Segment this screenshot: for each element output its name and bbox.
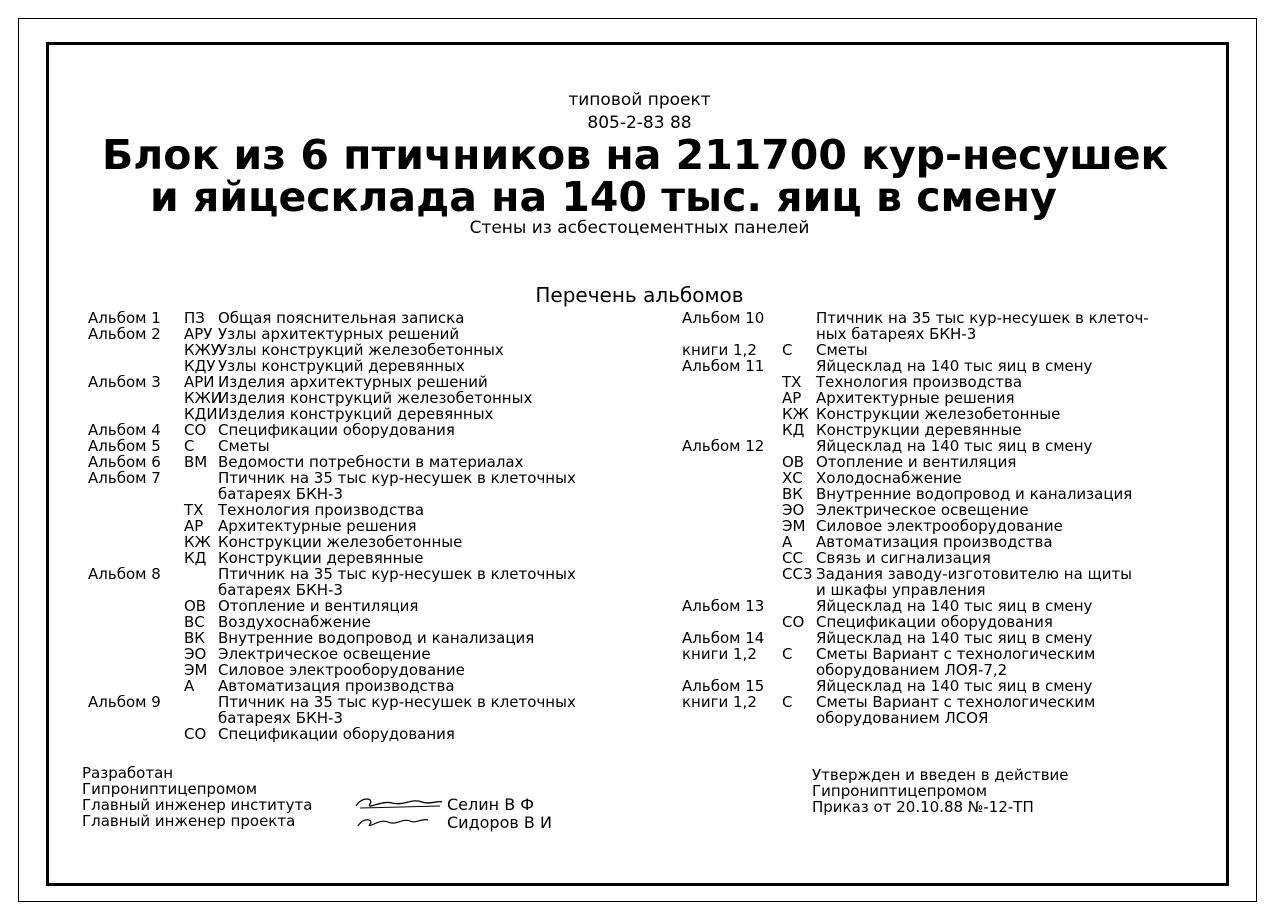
section-code: ПЗ: [184, 309, 205, 327]
section-code: С: [782, 645, 793, 663]
album-row: [88, 326, 648, 342]
section-code: ВС: [184, 613, 205, 631]
album-label: Альбом 3: [88, 373, 161, 391]
section-code: ТХ: [184, 501, 204, 519]
section-code: ХС: [782, 469, 803, 487]
section-text: Узлы конструкций деревянных: [218, 357, 465, 375]
section-text: оборудованием ЛСОЯ: [816, 709, 989, 727]
section-text: батареях БКН-3: [218, 581, 343, 599]
section-text: Связь и сигнализация: [816, 549, 991, 567]
section-text: Птичник на 35 тыс кур-несушек в клеточных: [218, 469, 576, 487]
left-album-list: [88, 310, 648, 742]
album-row: [88, 486, 648, 502]
album-row: [88, 406, 648, 422]
section-text: Спецификации оборудования: [218, 421, 455, 439]
section-text: Технология производства: [816, 373, 1023, 391]
album-row: [88, 630, 648, 646]
album-label: Альбом 14: [682, 629, 765, 647]
chief-institute-label: Главный инженер института: [82, 796, 313, 814]
section-text: Яйцесклад на 140 тыс яиц в смену: [816, 629, 1093, 647]
section-code: ОВ: [184, 597, 207, 615]
section-text: Изделия конструкций деревянных: [218, 405, 494, 423]
album-row: [682, 630, 1222, 646]
section-text: Автоматизация производства: [816, 533, 1053, 551]
album-row: [88, 438, 648, 454]
subtitle: Стены из асбестоцементных панелей: [469, 218, 810, 238]
section-text: Птичник на 35 тыс кур-несушек в клеточных: [218, 693, 576, 711]
album-row: [682, 502, 1222, 518]
section-code: КЖ: [782, 405, 809, 423]
album-row: [682, 310, 1222, 326]
section-text: Внутренние водопровод и канализация: [816, 485, 1133, 503]
section-code: АРУ: [184, 325, 213, 343]
album-row: [682, 614, 1222, 630]
developer-block: [82, 765, 312, 829]
project-type: типовой проект: [568, 90, 711, 110]
section-code: АР: [184, 517, 204, 535]
album-label: Альбом 13: [682, 597, 765, 615]
album-label: книги 1,2: [682, 645, 757, 663]
section-text: Спецификации оборудования: [218, 725, 455, 743]
section-code: ОВ: [782, 453, 805, 471]
section-text: Архитектурные решения: [218, 517, 417, 535]
album-row: [88, 646, 648, 662]
album-label: Альбом 4: [88, 421, 161, 439]
section-text: Воздухоснабжение: [218, 613, 371, 631]
section-text: Яйцесклад на 140 тыс яиц в смену: [816, 597, 1093, 615]
approval-line-2: Гипрониптицепромом: [812, 782, 988, 800]
album-row: [88, 694, 648, 710]
section-code: КД: [184, 549, 207, 567]
developer-line-1: Разработан: [82, 764, 174, 782]
section-text: ных батареях БКН-3: [816, 325, 977, 343]
album-row: [88, 726, 648, 742]
section-text: Сметы: [816, 341, 868, 359]
section-code: ВМ: [184, 453, 208, 471]
section-code: СО: [184, 725, 207, 743]
album-row: [682, 598, 1222, 614]
album-label: Альбом 8: [88, 565, 161, 583]
album-row: [682, 518, 1222, 534]
project-number: 805-2-83 88: [587, 113, 692, 133]
album-row: [682, 534, 1222, 550]
section-text: Задания заводу-изготовителю на щиты: [816, 565, 1133, 583]
album-label: книги 1,2: [682, 693, 757, 711]
section-text: батареях БКН-3: [218, 709, 343, 727]
section-code: КД: [782, 421, 805, 439]
chief-project-label: Главный инженер проекта: [82, 812, 296, 830]
section-code: АР: [782, 389, 802, 407]
album-row: [682, 646, 1222, 662]
section-text: Электрическое освещение: [816, 501, 1029, 519]
album-row: [88, 566, 648, 582]
section-code: ЭО: [782, 501, 805, 519]
section-code: ЭМ: [782, 517, 806, 535]
album-row: [88, 678, 648, 694]
section-text: Холодоснабжение: [816, 469, 962, 487]
section-code: ВК: [184, 629, 205, 647]
album-row: [682, 326, 1222, 342]
album-label: Альбом 9: [88, 693, 161, 711]
section-text: Яйцесклад на 140 тыс яиц в смену: [816, 677, 1093, 695]
section-code: С: [184, 437, 195, 455]
album-row: [88, 342, 648, 358]
section-code: А: [184, 677, 195, 695]
album-label: Альбом 6: [88, 453, 161, 471]
album-label: Альбом 15: [682, 677, 765, 695]
section-text: Яйцесклад на 140 тыс яиц в смену: [816, 437, 1093, 455]
right-album-list: [682, 310, 1222, 726]
section-text: Птичник на 35 тыс кур-несушек в клеточных: [218, 565, 576, 583]
chief-institute-name: Селин В Ф: [447, 795, 535, 814]
album-label: книги 1,2: [682, 341, 757, 359]
album-row: [88, 310, 648, 326]
album-row: [682, 406, 1222, 422]
album-row: [88, 518, 648, 534]
section-code: КЖ: [184, 533, 211, 551]
album-row: [88, 582, 648, 598]
section-text: Конструкции железобетонные: [218, 533, 463, 551]
album-row: [88, 614, 648, 630]
album-row: [682, 358, 1222, 374]
album-row: [88, 710, 648, 726]
developer-line-2: Гипрониптицепромом: [82, 780, 258, 798]
section-text: Отопление и вентиляция: [218, 597, 419, 615]
album-row: [88, 550, 648, 566]
section-text: Птичник на 35 тыс кур-несушек в клеточ-: [816, 309, 1149, 327]
album-label: Альбом 5: [88, 437, 161, 455]
album-row: [682, 550, 1222, 566]
album-row: [88, 390, 648, 406]
album-row: [88, 422, 648, 438]
section-code: СС3: [782, 565, 813, 583]
approval-line-1: Утвержден и введен в действие: [812, 766, 1069, 784]
album-row: [682, 566, 1222, 582]
album-row: [682, 454, 1222, 470]
album-row: [682, 486, 1222, 502]
section-code: КДУ: [184, 357, 216, 375]
album-row: [88, 374, 648, 390]
album-row: [88, 534, 648, 550]
album-label: Альбом 10: [682, 309, 765, 327]
album-row: [682, 662, 1222, 678]
section-code: А: [782, 533, 793, 551]
album-label: Альбом 2: [88, 325, 161, 343]
album-row: [88, 662, 648, 678]
section-text: Архитектурные решения: [816, 389, 1015, 407]
album-row: [682, 374, 1222, 390]
section-text: Конструкции железобетонные: [816, 405, 1061, 423]
title-line-1: Блок из 6 птичников на 211700 кур-несушек: [102, 131, 1169, 179]
section-code: СО: [782, 613, 805, 631]
approval-block: [812, 767, 1069, 815]
section-text: Ведомости потребности в материалах: [218, 453, 524, 471]
section-text: Конструкции деревянные: [816, 421, 1022, 439]
album-row: [682, 390, 1222, 406]
album-label: Альбом 11: [682, 357, 765, 375]
section-text: и шкафы управления: [816, 581, 986, 599]
album-row: [682, 678, 1222, 694]
section-text: Внутренние водопровод и канализация: [218, 629, 535, 647]
section-code: ВК: [782, 485, 803, 503]
section-text: Силовое электрооборудование: [816, 517, 1063, 535]
album-row: [88, 358, 648, 374]
section-text: Отопление и вентиляция: [816, 453, 1017, 471]
album-row: [682, 470, 1222, 486]
album-row: [682, 710, 1222, 726]
album-row: [88, 454, 648, 470]
album-row: [682, 422, 1222, 438]
section-code: АРИ: [184, 373, 215, 391]
section-text: Конструкции деревянные: [218, 549, 424, 567]
album-row: [88, 502, 648, 518]
section-code: СО: [184, 421, 207, 439]
section-code: ЭО: [184, 645, 207, 663]
approval-line-3: Приказ от 20.10.88 №-12-ТП: [812, 798, 1034, 816]
section-code: ТХ: [782, 373, 802, 391]
section-code: КЖИ: [184, 389, 223, 407]
album-row: [88, 598, 648, 614]
section-text: Изделия архитектурных решений: [218, 373, 488, 391]
section-code: КЖУ: [184, 341, 220, 359]
chief-project-name: Сидоров В И: [447, 813, 552, 832]
album-label: Альбом 7: [88, 469, 161, 487]
album-row: [682, 582, 1222, 598]
section-text: Яйцесклад на 140 тыс яиц в смену: [816, 357, 1093, 375]
section-text: Узлы конструкций железобетонных: [218, 341, 504, 359]
section-text: Электрическое освещение: [218, 645, 431, 663]
section-text: Автоматизация производства: [218, 677, 455, 695]
section-text: Сметы: [218, 437, 270, 455]
section-text: Изделия конструкций железобетонных: [218, 389, 533, 407]
section-text: Спецификации оборудования: [816, 613, 1053, 631]
albums-list-title: Перечень альбомов: [535, 283, 744, 307]
section-text: батареях БКН-3: [218, 485, 343, 503]
section-text: Сметы Вариант с технологическим: [816, 693, 1096, 711]
section-code: С: [782, 341, 793, 359]
album-row: [682, 438, 1222, 454]
signature-selin: [352, 794, 444, 834]
title-line-2: и яйцесклада на 140 тыс. яиц в смену: [150, 173, 1057, 221]
section-code: КДИ: [184, 405, 218, 423]
section-text: Сметы Вариант с технологическим: [816, 645, 1096, 663]
section-text: оборудованием ЛОЯ-7,2: [816, 661, 1008, 679]
album-label: Альбом 1: [88, 309, 161, 327]
section-code: ЭМ: [184, 661, 208, 679]
album-row: [682, 694, 1222, 710]
section-text: Узлы архитектурных решений: [218, 325, 460, 343]
section-code: СС: [782, 549, 803, 567]
album-label: Альбом 12: [682, 437, 765, 455]
section-text: Технология производства: [218, 501, 425, 519]
album-row: [682, 342, 1222, 358]
section-code: С: [782, 693, 793, 711]
section-text: Силовое электрооборудование: [218, 661, 465, 679]
album-row: [88, 470, 648, 486]
section-text: Общая пояснительная записка: [218, 309, 465, 327]
